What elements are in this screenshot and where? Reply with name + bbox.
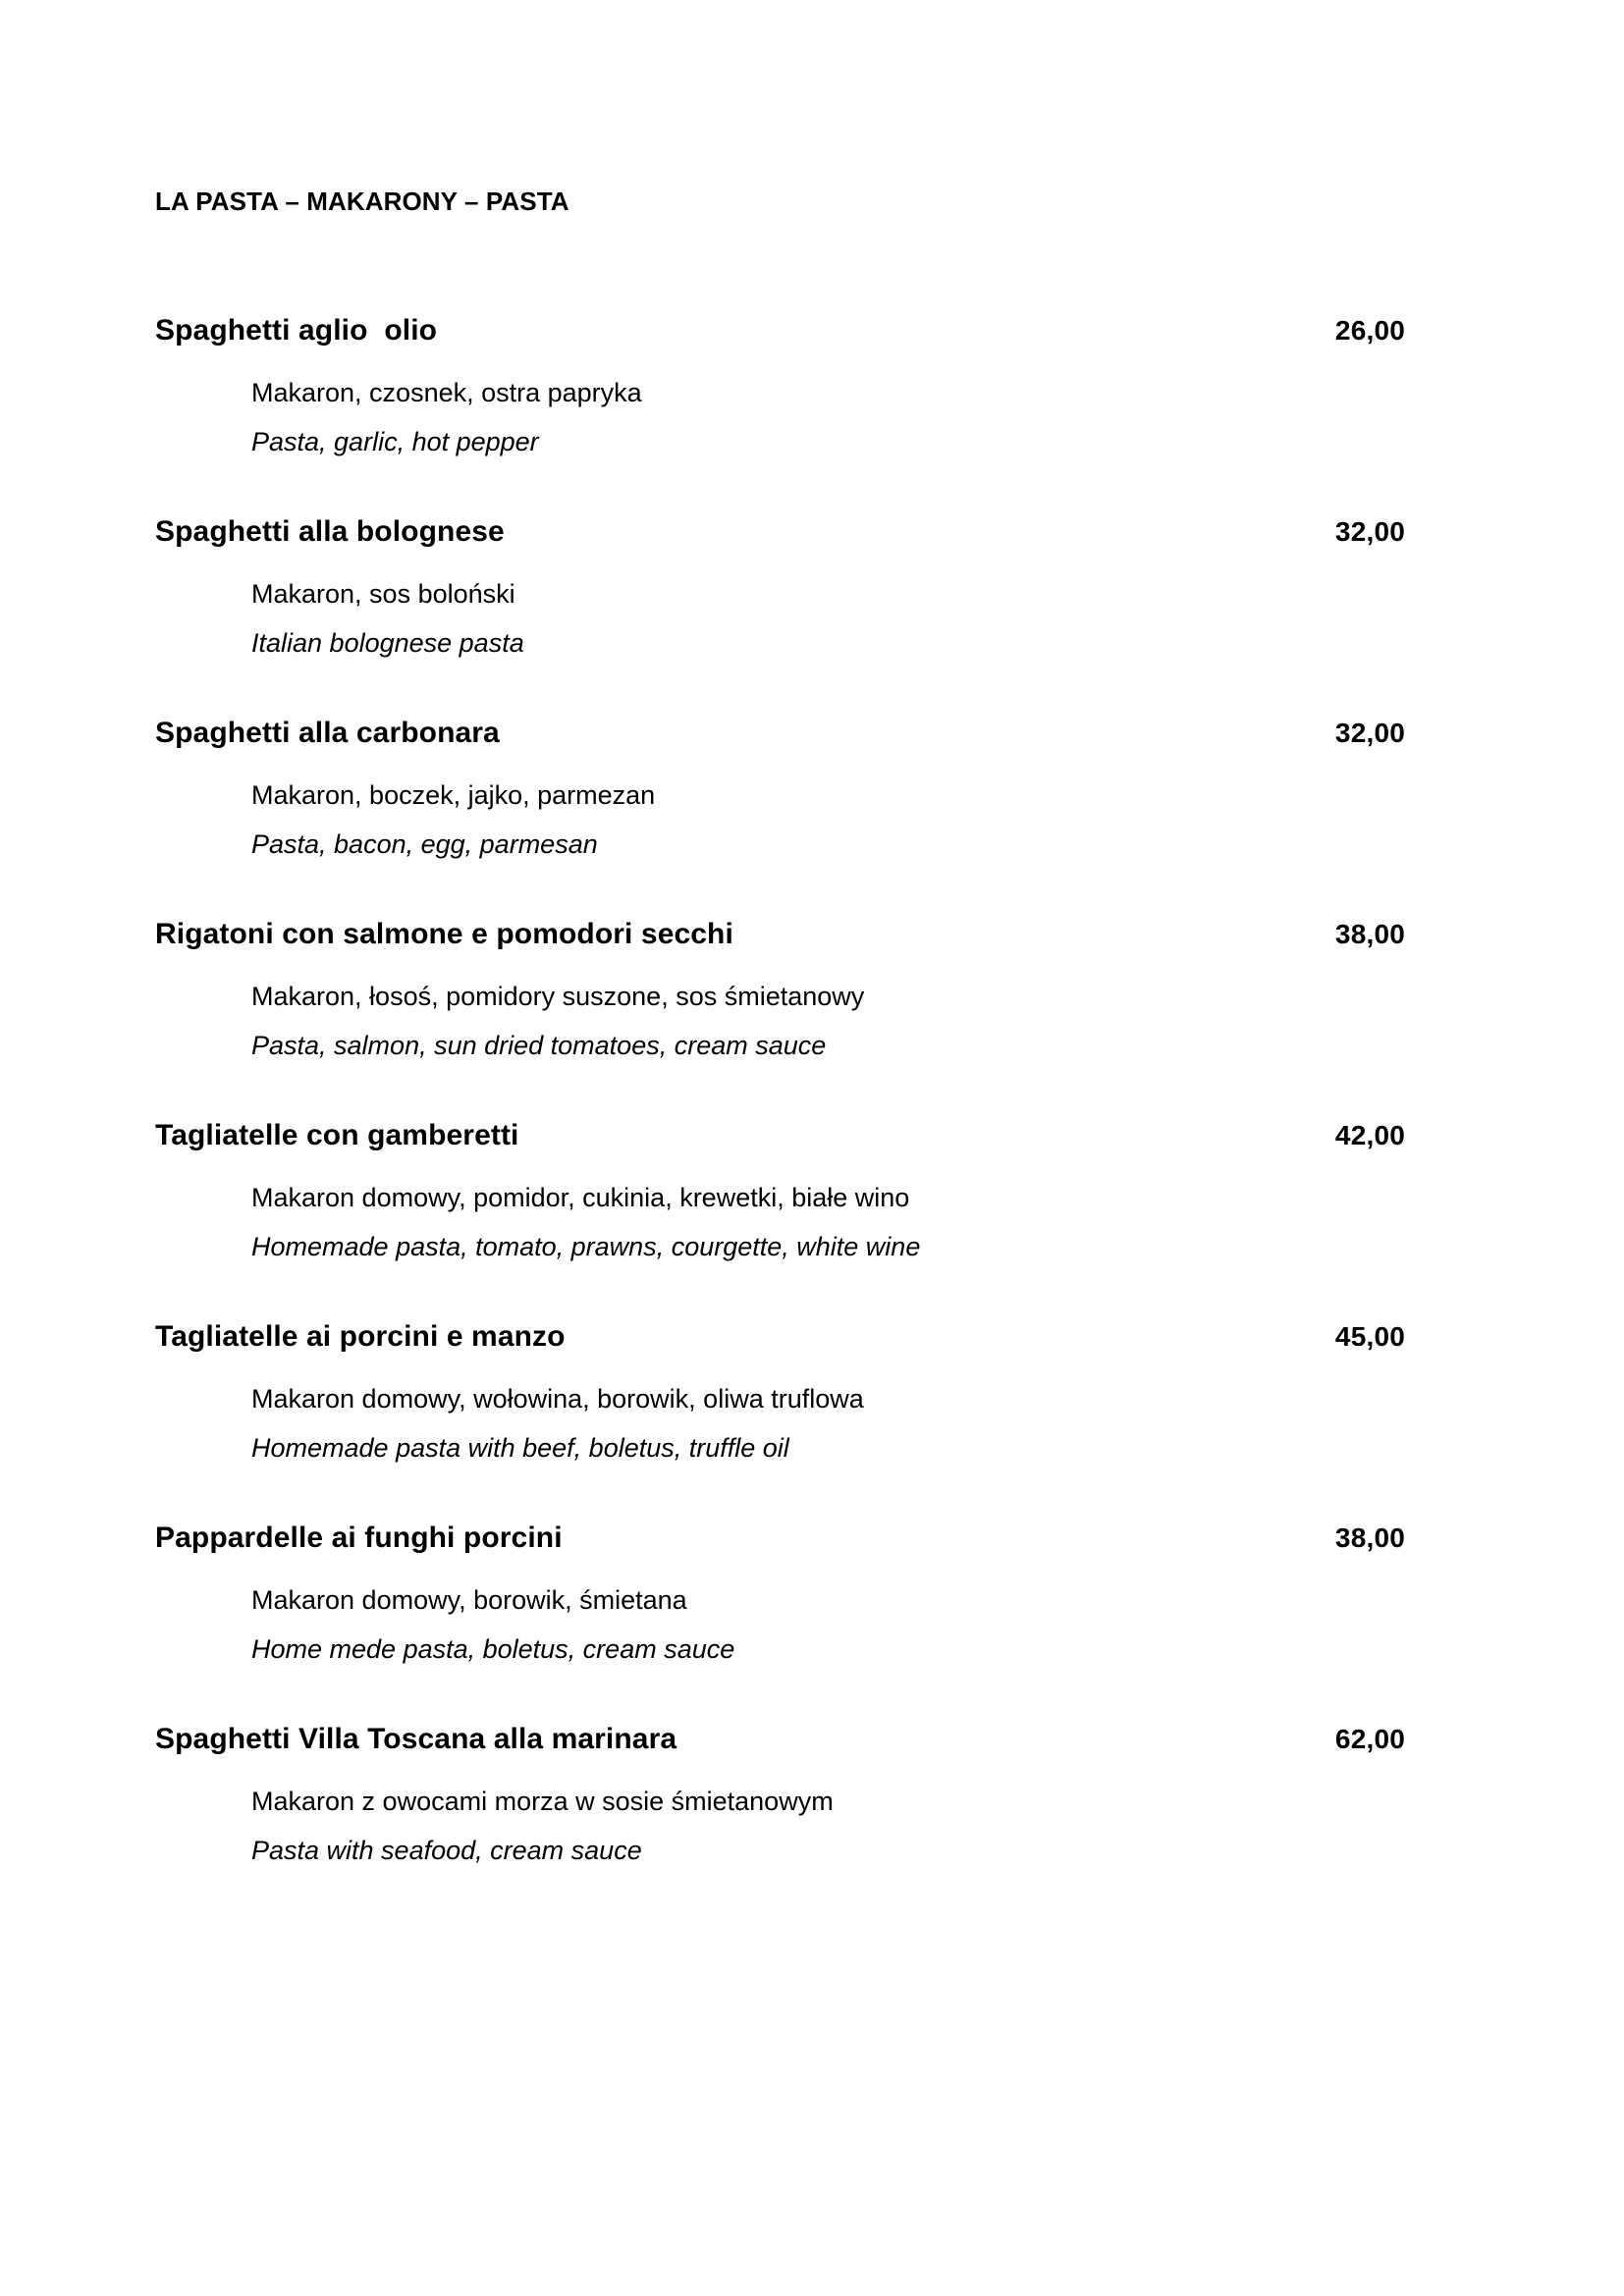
menu-item-description xyxy=(155,1173,1407,1271)
menu-item-price: 32,00 xyxy=(1334,516,1405,547)
menu-item-description-pl: Makaron domowy, pomidor, cukinia, krewetki, białe wino xyxy=(251,1183,910,1212)
menu-item xyxy=(155,715,1407,869)
menu-item-description-en: Italian bolognese pasta xyxy=(251,628,524,658)
menu-item-header xyxy=(155,513,1407,551)
page-title: LA PASTA – MAKARONY – PASTA xyxy=(155,187,569,216)
menu-item-description-en: Pasta, garlic, hot pepper xyxy=(251,427,539,456)
menu-item-description-pl: Makaron domowy, borowik, śmietana xyxy=(251,1585,687,1615)
menu-item-price: 38,00 xyxy=(1334,1522,1405,1553)
menu-item-name: Rigatoni con salmone e pomodori secchi xyxy=(155,918,733,950)
menu-item-name: Spaghetti Villa Toscana alla marinara xyxy=(155,1723,677,1755)
menu-item xyxy=(155,1520,1407,1674)
menu-item-description xyxy=(155,1575,1407,1674)
menu-item-description-pl: Makaron, czosnek, ostra papryka xyxy=(251,378,642,407)
menu-item-name: Spaghetti alla carbonara xyxy=(155,717,500,749)
menu-item-price: 26,00 xyxy=(1334,315,1405,346)
menu-item-header xyxy=(155,715,1407,752)
menu-item-description-pl: Makaron, łosoś, pomidory suszone, sos śmietanowy xyxy=(251,982,865,1011)
menu-item xyxy=(155,1318,1407,1472)
menu-item-description-en: Pasta, bacon, egg, parmesan xyxy=(251,829,598,859)
menu-item xyxy=(155,1721,1407,1875)
menu-item-price: 62,00 xyxy=(1334,1724,1405,1754)
menu-item-name: Pappardelle ai funghi porcini xyxy=(155,1522,563,1554)
menu-item-description xyxy=(155,569,1407,667)
menu-item-price: 42,00 xyxy=(1334,1120,1405,1150)
menu-item-header xyxy=(155,1520,1407,1557)
menu-item-list xyxy=(155,312,1407,1875)
menu-item-price: 32,00 xyxy=(1334,718,1405,748)
menu-item xyxy=(155,1117,1407,1271)
menu-item-name: Spaghetti aglio olio xyxy=(155,314,438,347)
menu-item-header xyxy=(155,916,1407,953)
menu-item-name: Spaghetti alla bolognese xyxy=(155,515,505,548)
menu-item xyxy=(155,916,1407,1070)
menu-item-description-pl: Makaron domowy, wołowina, borowik, oliwa truflowa xyxy=(251,1384,864,1414)
menu-item-description-pl: Makaron z owocami morza w sosie śmietanowym xyxy=(251,1787,834,1816)
menu-item-description xyxy=(155,1777,1407,1875)
menu-item-description-en: Homemade pasta, tomato, prawns, courgette, white wine xyxy=(251,1232,921,1261)
menu-item-name: Tagliatelle con gamberetti xyxy=(155,1119,519,1151)
menu-item-description-en: Pasta with seafood, cream sauce xyxy=(251,1836,642,1865)
menu-item-description-en: Home mede pasta, boletus, cream sauce xyxy=(251,1634,735,1664)
menu-item-description-pl: Makaron, boczek, jajko, parmezan xyxy=(251,780,656,810)
menu-item-description-pl: Makaron, sos boloński xyxy=(251,579,515,609)
menu-item xyxy=(155,312,1407,466)
menu-item-description-en: Homemade pasta with beef, boletus, truffle oil xyxy=(251,1433,789,1463)
menu-item-description xyxy=(155,368,1407,466)
menu-item-description xyxy=(155,972,1407,1070)
menu-item xyxy=(155,513,1407,667)
menu-item-description xyxy=(155,771,1407,869)
menu-item-price: 45,00 xyxy=(1334,1321,1405,1352)
menu-item-description-en: Pasta, salmon, sun dried tomatoes, cream sauce xyxy=(251,1031,827,1060)
menu-item-header xyxy=(155,1721,1407,1758)
menu-item-description xyxy=(155,1374,1407,1472)
menu-item-header xyxy=(155,1117,1407,1154)
menu-item-price: 38,00 xyxy=(1334,919,1405,949)
menu-item-name: Tagliatelle ai porcini e manzo xyxy=(155,1320,566,1353)
menu-item-header xyxy=(155,312,1407,349)
menu-item-header xyxy=(155,1318,1407,1356)
